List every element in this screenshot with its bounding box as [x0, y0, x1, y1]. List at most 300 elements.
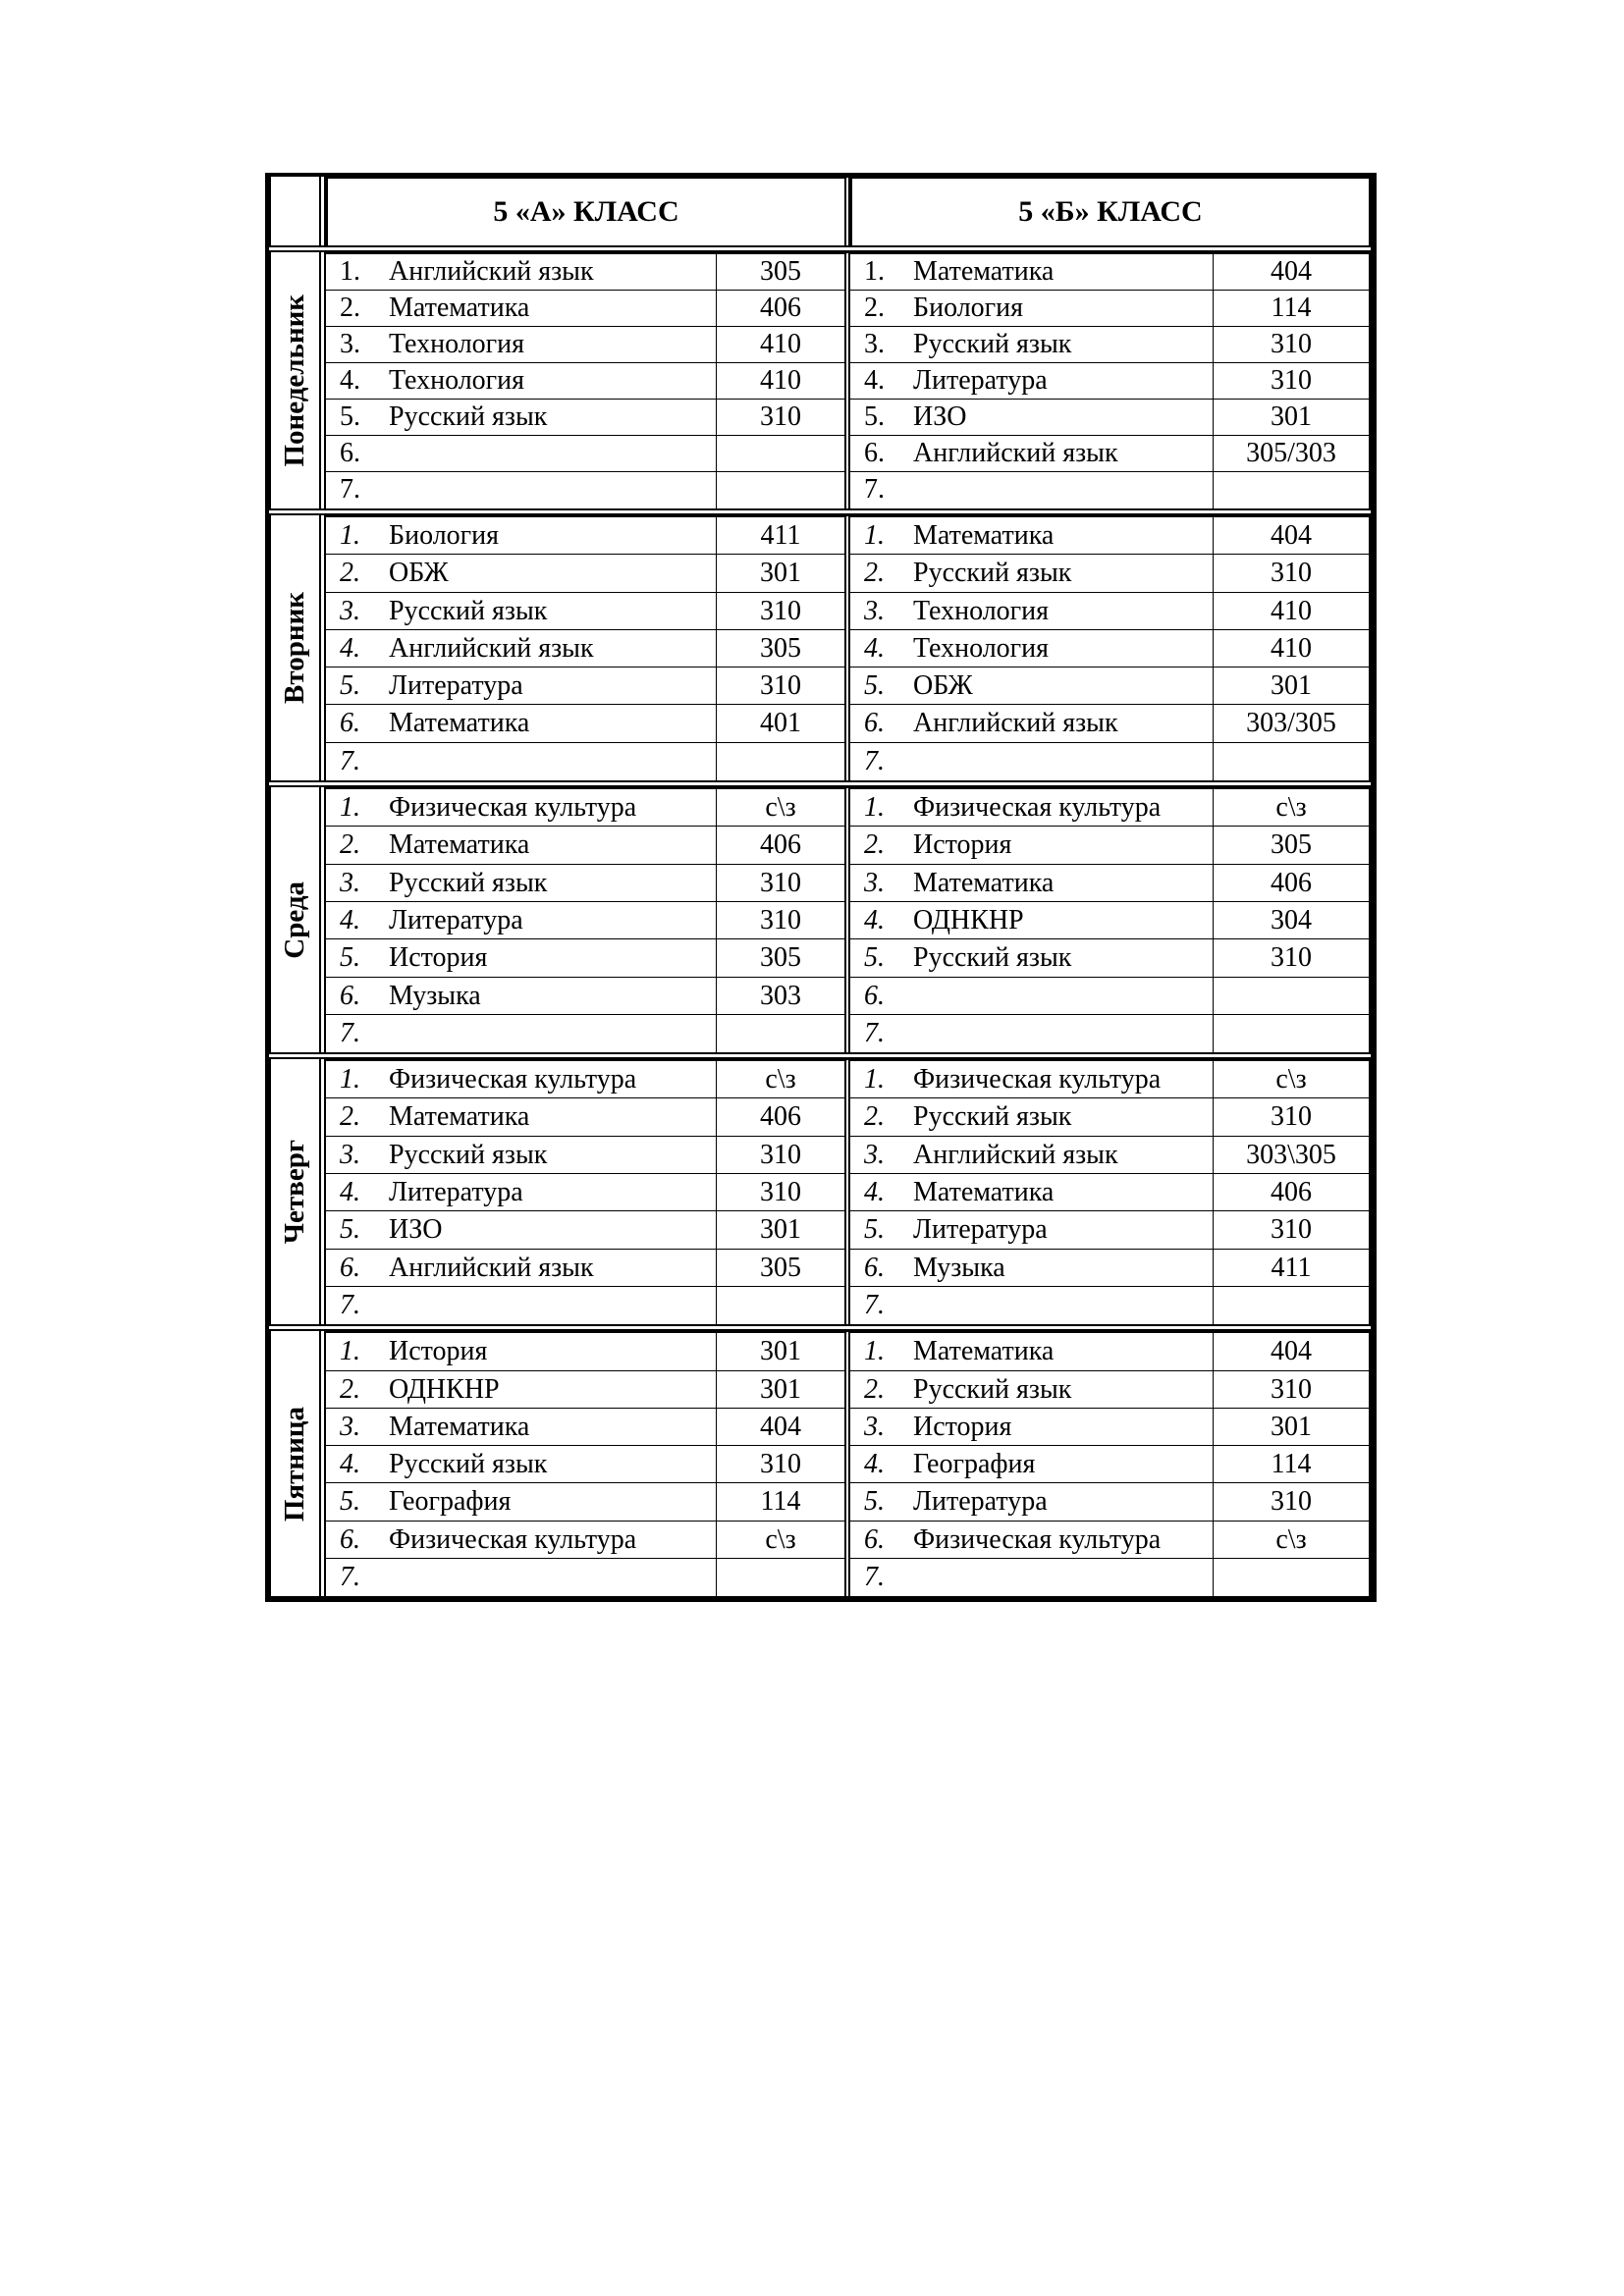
lesson-row	[326, 1483, 844, 1521]
lesson-number: 2.	[340, 558, 360, 589]
lesson-number: 4.	[340, 1177, 360, 1208]
lesson-subject: Литература	[389, 904, 523, 935]
lesson-room: 305	[716, 254, 844, 290]
lesson-room: 305/303	[1213, 436, 1369, 471]
lesson-subject	[909, 978, 1213, 1014]
class-5b-lessons	[850, 515, 1371, 780]
lesson-row	[326, 1098, 844, 1136]
lesson-row	[326, 978, 844, 1015]
lesson-row	[326, 1371, 844, 1409]
lesson-room: 406	[1213, 1174, 1369, 1210]
lesson-number: 4.	[864, 1449, 885, 1480]
lesson-room: 303/305	[1213, 705, 1369, 741]
day-cell	[269, 1331, 326, 1596]
lesson-number: 7.	[864, 1289, 885, 1320]
lesson-room	[1213, 472, 1369, 508]
lesson-room: 301	[716, 1333, 844, 1369]
lesson-subject: Математика	[389, 1411, 530, 1442]
lesson-room: с\з	[1213, 789, 1369, 826]
lesson-row	[850, 1333, 1369, 1370]
lesson-subject	[909, 1287, 1213, 1324]
lesson-number: 2.	[340, 293, 360, 323]
lesson-number: 6.	[864, 438, 885, 468]
corner-cell	[269, 177, 326, 245]
lesson-subject	[385, 472, 716, 508]
class-5b-lessons	[850, 1059, 1371, 1324]
day-row	[269, 1331, 1371, 1596]
lesson-room: 305	[716, 630, 844, 667]
lesson-room: 410	[1213, 630, 1369, 667]
lesson-subject: Математика	[913, 256, 1055, 287]
lesson-number: 1.	[340, 520, 360, 551]
lesson-row	[850, 400, 1369, 436]
lesson-subject: Физическая культура	[389, 792, 637, 824]
lesson-number: 3.	[340, 1411, 360, 1442]
lesson-subject: Литература	[389, 1177, 523, 1208]
lesson-subject: Литература	[389, 670, 523, 702]
lesson-room: 404	[1213, 254, 1369, 290]
lesson-room: 310	[1213, 1098, 1369, 1135]
lesson-number: 4.	[340, 632, 360, 664]
lesson-number: 1.	[340, 792, 360, 824]
lesson-number: 3.	[340, 1139, 360, 1170]
lesson-room: 404	[1213, 1333, 1369, 1369]
day-row	[269, 252, 1371, 515]
day-row	[269, 515, 1371, 787]
lesson-row	[326, 593, 844, 630]
lesson-room	[1213, 1015, 1369, 1052]
lesson-row	[326, 1174, 844, 1211]
lesson-number: 4.	[340, 365, 360, 396]
lesson-row	[326, 1211, 844, 1249]
lesson-subject: Английский язык	[913, 708, 1118, 739]
lesson-subject: Русский язык	[389, 867, 548, 898]
lesson-room: 310	[1213, 555, 1369, 591]
class-header-5a: 5 «А» КЛАСС	[326, 177, 850, 245]
class-5b-lessons	[850, 787, 1371, 1052]
lesson-row	[326, 902, 844, 939]
lesson-number: 5.	[864, 942, 885, 974]
lesson-room: 301	[716, 1211, 844, 1248]
lesson-number: 3.	[864, 867, 885, 898]
lesson-row	[326, 363, 844, 400]
lesson-number: 1.	[864, 520, 885, 551]
lesson-number: 1.	[864, 1336, 885, 1367]
lesson-row	[850, 705, 1369, 742]
lesson-subject: Математика	[389, 708, 530, 739]
lesson-number: 5.	[340, 1214, 360, 1246]
lesson-subject: Физическая культура	[913, 792, 1162, 824]
lesson-number: 6.	[864, 1523, 885, 1555]
lesson-subject: Физическая культура	[913, 1523, 1162, 1555]
lesson-number: 2.	[864, 293, 885, 323]
lesson-room: 303\305	[1213, 1137, 1369, 1173]
lesson-row	[326, 1446, 844, 1483]
lesson-room: 310	[716, 1446, 844, 1482]
lesson-number: 3.	[340, 867, 360, 898]
lesson-room: 114	[716, 1483, 844, 1520]
lesson-number: 7.	[340, 1562, 360, 1593]
lesson-number: 1.	[864, 256, 885, 287]
lesson-room: 114	[1213, 1446, 1369, 1482]
lesson-room	[716, 1287, 844, 1324]
day-cell	[269, 787, 326, 1052]
lesson-subject: Литература	[913, 365, 1048, 396]
lesson-row	[850, 789, 1369, 827]
lesson-room: 301	[1213, 667, 1369, 704]
lesson-row	[850, 978, 1369, 1015]
lesson-room: 310	[1213, 1211, 1369, 1248]
lesson-subject: Математика	[389, 829, 530, 861]
lesson-room: 301	[716, 555, 844, 591]
lesson-row	[326, 1559, 844, 1596]
lesson-subject: ИЗО	[913, 401, 967, 432]
day-label: Вторник	[279, 592, 310, 705]
lesson-row	[850, 1061, 1369, 1098]
lesson-number: 6.	[340, 438, 360, 468]
lesson-room: 410	[716, 363, 844, 399]
lesson-number: 3.	[340, 595, 360, 626]
day-label: Четверг	[279, 1140, 310, 1245]
lesson-row	[326, 939, 844, 977]
lesson-row	[850, 1483, 1369, 1521]
lesson-room: 404	[1213, 517, 1369, 554]
lesson-number: 5.	[340, 670, 360, 702]
lesson-number: 4.	[864, 1177, 885, 1208]
lesson-number: 7.	[340, 745, 360, 776]
lesson-row	[850, 1015, 1369, 1052]
lesson-room	[1213, 1287, 1369, 1324]
lesson-room: 410	[716, 327, 844, 362]
lesson-subject: Технология	[389, 365, 525, 396]
day-row	[269, 787, 1371, 1059]
lesson-row	[326, 1409, 844, 1446]
lesson-row	[850, 1250, 1369, 1287]
lesson-subject: Английский язык	[389, 1252, 594, 1283]
lesson-room: 305	[716, 939, 844, 976]
lesson-row	[326, 517, 844, 555]
lesson-subject: Математика	[913, 520, 1055, 551]
lesson-subject: Технология	[913, 595, 1050, 626]
lesson-number: 7.	[864, 474, 885, 505]
lesson-subject	[385, 743, 716, 780]
lesson-room: 305	[1213, 827, 1369, 863]
lesson-room: 406	[1213, 865, 1369, 901]
lesson-number: 3.	[340, 329, 360, 359]
lesson-room: 310	[716, 865, 844, 901]
lesson-number: 6.	[340, 1523, 360, 1555]
lesson-subject	[385, 436, 716, 471]
lesson-room: 401	[716, 705, 844, 741]
day-label: Среда	[279, 881, 310, 959]
lesson-row	[326, 827, 844, 864]
lesson-room: 310	[716, 1174, 844, 1210]
lesson-room: 301	[716, 1371, 844, 1408]
lesson-number: 7.	[864, 1017, 885, 1048]
lesson-row	[850, 472, 1369, 508]
lesson-number: 6.	[340, 708, 360, 739]
lesson-number: 4.	[864, 904, 885, 935]
lesson-number: 3.	[864, 595, 885, 626]
lesson-row	[850, 1174, 1369, 1211]
lesson-subject: География	[389, 1486, 512, 1518]
lesson-subject	[385, 1559, 716, 1596]
lesson-row	[850, 1559, 1369, 1596]
lesson-subject: Литература	[913, 1214, 1048, 1246]
lesson-row	[850, 743, 1369, 780]
lesson-row	[326, 865, 844, 902]
lesson-number: 7.	[340, 474, 360, 505]
lesson-room: 310	[1213, 1371, 1369, 1408]
lesson-room: с\з	[716, 1061, 844, 1097]
lesson-room	[1213, 978, 1369, 1014]
lesson-row	[326, 630, 844, 667]
class-5a-lessons	[326, 1331, 850, 1596]
lesson-row	[326, 705, 844, 742]
lesson-room: 310	[1213, 327, 1369, 362]
lesson-row	[850, 902, 1369, 939]
lesson-subject: История	[389, 942, 488, 974]
lesson-row	[850, 436, 1369, 472]
lesson-number: 1.	[864, 792, 885, 824]
lesson-subject: Музыка	[389, 980, 481, 1011]
lesson-row	[326, 1522, 844, 1559]
lesson-number: 6.	[864, 1252, 885, 1283]
lesson-row	[850, 1409, 1369, 1446]
lesson-subject: Музыка	[913, 1252, 1005, 1283]
lesson-room	[1213, 743, 1369, 780]
class-header-5b: 5 «Б» КЛАСС	[850, 177, 1371, 245]
lesson-number: 2.	[340, 829, 360, 861]
day-cell	[269, 1059, 326, 1324]
lesson-subject: Русский язык	[389, 595, 548, 626]
lesson-room: 310	[716, 400, 844, 435]
lesson-row	[326, 1250, 844, 1287]
lesson-subject: Английский язык	[913, 438, 1118, 468]
lesson-number: 5.	[340, 942, 360, 974]
lesson-row	[326, 291, 844, 327]
lesson-row	[326, 400, 844, 436]
lesson-room: с\з	[1213, 1061, 1369, 1097]
day-cell	[269, 252, 326, 508]
lesson-room: 303	[716, 978, 844, 1014]
lesson-room: 406	[716, 827, 844, 863]
lesson-row	[850, 1287, 1369, 1324]
lesson-room: 411	[1213, 1250, 1369, 1286]
lesson-subject: География	[913, 1449, 1036, 1480]
lesson-room: 410	[1213, 593, 1369, 629]
lesson-subject	[385, 1287, 716, 1324]
day-label: Пятница	[279, 1406, 310, 1522]
lesson-number: 1.	[340, 256, 360, 287]
lesson-room: 304	[1213, 902, 1369, 938]
lesson-subject: Физическая культура	[913, 1064, 1162, 1095]
lesson-number: 3.	[864, 329, 885, 359]
lesson-number: 6.	[340, 1252, 360, 1283]
lesson-number: 2.	[864, 558, 885, 589]
lesson-row	[850, 865, 1369, 902]
lesson-room: с\з	[716, 789, 844, 826]
lesson-subject: История	[389, 1336, 488, 1367]
lesson-subject: Английский язык	[913, 1139, 1118, 1170]
lesson-subject: Биология	[389, 520, 500, 551]
lesson-number: 6.	[864, 708, 885, 739]
lesson-room	[716, 1559, 844, 1596]
lesson-subject: ИЗО	[389, 1214, 443, 1246]
lesson-subject	[909, 1015, 1213, 1052]
lesson-room: 406	[716, 291, 844, 326]
lesson-subject: Русский язык	[913, 558, 1072, 589]
lesson-subject: Русский язык	[913, 1373, 1072, 1405]
lesson-subject: История	[913, 829, 1012, 861]
lesson-room: 310	[716, 1137, 844, 1173]
lesson-room: 114	[1213, 291, 1369, 326]
lesson-row	[850, 1522, 1369, 1559]
lesson-row	[326, 1287, 844, 1324]
lesson-row	[850, 827, 1369, 864]
lesson-subject: Русский язык	[913, 329, 1072, 359]
lesson-subject: Физическая культура	[389, 1523, 637, 1555]
lesson-row	[850, 1137, 1369, 1174]
lesson-row	[850, 667, 1369, 705]
lesson-row	[326, 327, 844, 363]
lesson-subject: ОДНКНР	[389, 1373, 500, 1405]
lesson-row	[326, 1333, 844, 1370]
lesson-row	[326, 436, 844, 472]
lesson-room: 310	[1213, 1483, 1369, 1520]
lesson-room: 305	[716, 1250, 844, 1286]
lesson-number: 6.	[864, 980, 885, 1011]
lesson-number: 7.	[864, 1562, 885, 1593]
lesson-number: 2.	[864, 1101, 885, 1133]
lesson-number: 3.	[864, 1411, 885, 1442]
lesson-room: 404	[716, 1409, 844, 1445]
lesson-number: 4.	[340, 904, 360, 935]
lesson-subject: Русский язык	[389, 1139, 548, 1170]
lesson-room: с\з	[716, 1522, 844, 1558]
lesson-subject: Английский язык	[389, 632, 594, 664]
lesson-subject: История	[913, 1411, 1012, 1442]
timetable	[265, 173, 1377, 1602]
lesson-subject	[909, 743, 1213, 780]
class-5a-lessons	[326, 515, 850, 780]
lesson-row	[850, 593, 1369, 630]
lesson-subject: ОДНКНР	[913, 904, 1024, 935]
lesson-room: 310	[1213, 939, 1369, 976]
lesson-row	[850, 517, 1369, 555]
lesson-row	[326, 1061, 844, 1098]
header-row	[269, 177, 1371, 252]
lesson-number: 5.	[864, 670, 885, 702]
class-5b-lessons	[850, 252, 1371, 508]
lesson-number: 4.	[864, 632, 885, 664]
lesson-row	[326, 254, 844, 291]
lesson-subject: Русский язык	[913, 1101, 1072, 1133]
lesson-subject: ОБЖ	[913, 670, 973, 702]
lesson-subject: Математика	[913, 1336, 1055, 1367]
lesson-number: 7.	[340, 1289, 360, 1320]
lesson-room	[716, 743, 844, 780]
lesson-number: 1.	[340, 1336, 360, 1367]
lesson-room: 310	[716, 667, 844, 704]
lesson-room	[1213, 1559, 1369, 1596]
day-cell	[269, 515, 326, 780]
lesson-subject: Физическая культура	[389, 1064, 637, 1095]
lesson-row	[326, 667, 844, 705]
lesson-row	[850, 327, 1369, 363]
lesson-number: 5.	[864, 1486, 885, 1518]
lesson-row	[326, 1015, 844, 1052]
lesson-row	[326, 789, 844, 827]
lesson-subject: Математика	[913, 1177, 1055, 1208]
lesson-subject: Математика	[913, 867, 1055, 898]
lesson-room: 301	[1213, 1409, 1369, 1445]
lesson-room	[716, 472, 844, 508]
lesson-room: 310	[716, 902, 844, 938]
lesson-subject	[385, 1015, 716, 1052]
lesson-number: 5.	[864, 1214, 885, 1246]
lesson-number: 2.	[864, 829, 885, 861]
lesson-subject: Технология	[389, 329, 525, 359]
lesson-subject: Английский язык	[389, 256, 594, 287]
lesson-number: 5.	[340, 401, 360, 432]
lesson-row	[326, 743, 844, 780]
lesson-number: 4.	[340, 1449, 360, 1480]
lesson-subject: Математика	[389, 1101, 530, 1133]
lesson-subject: Технология	[913, 632, 1050, 664]
lesson-subject: ОБЖ	[389, 558, 449, 589]
lesson-subject: Русский язык	[389, 1449, 548, 1480]
class-5a-lessons	[326, 1059, 850, 1324]
lesson-row	[326, 1137, 844, 1174]
lesson-room: с\з	[1213, 1522, 1369, 1558]
lesson-number: 1.	[864, 1064, 885, 1095]
lesson-number: 7.	[864, 745, 885, 776]
lesson-row	[850, 254, 1369, 291]
lesson-room: 406	[716, 1098, 844, 1135]
lesson-row	[326, 472, 844, 508]
lesson-row	[850, 630, 1369, 667]
lesson-number: 7.	[340, 1017, 360, 1048]
lesson-subject	[909, 472, 1213, 508]
lesson-row	[850, 555, 1369, 592]
lesson-row	[850, 1211, 1369, 1249]
lesson-room: 310	[1213, 363, 1369, 399]
lesson-number: 3.	[864, 1139, 885, 1170]
lesson-subject: Биология	[913, 293, 1024, 323]
day-label: Понедельник	[279, 294, 310, 467]
lesson-subject	[909, 1559, 1213, 1596]
lesson-number: 4.	[864, 365, 885, 396]
lesson-number: 6.	[340, 980, 360, 1011]
class-5b-lessons	[850, 1331, 1371, 1596]
lesson-subject: Русский язык	[389, 401, 548, 432]
lesson-room: 310	[716, 593, 844, 629]
lesson-subject: Литература	[913, 1486, 1048, 1518]
lesson-number: 2.	[340, 1373, 360, 1405]
lesson-row	[850, 1098, 1369, 1136]
lesson-number: 1.	[340, 1064, 360, 1095]
lesson-row	[850, 363, 1369, 400]
lesson-row	[850, 939, 1369, 977]
lesson-room	[716, 1015, 844, 1052]
lesson-row	[850, 1371, 1369, 1409]
class-5a-lessons	[326, 787, 850, 1052]
lesson-room	[716, 436, 844, 471]
class-5a-lessons	[326, 252, 850, 508]
lesson-number: 5.	[340, 1486, 360, 1518]
lesson-subject: Математика	[389, 293, 530, 323]
